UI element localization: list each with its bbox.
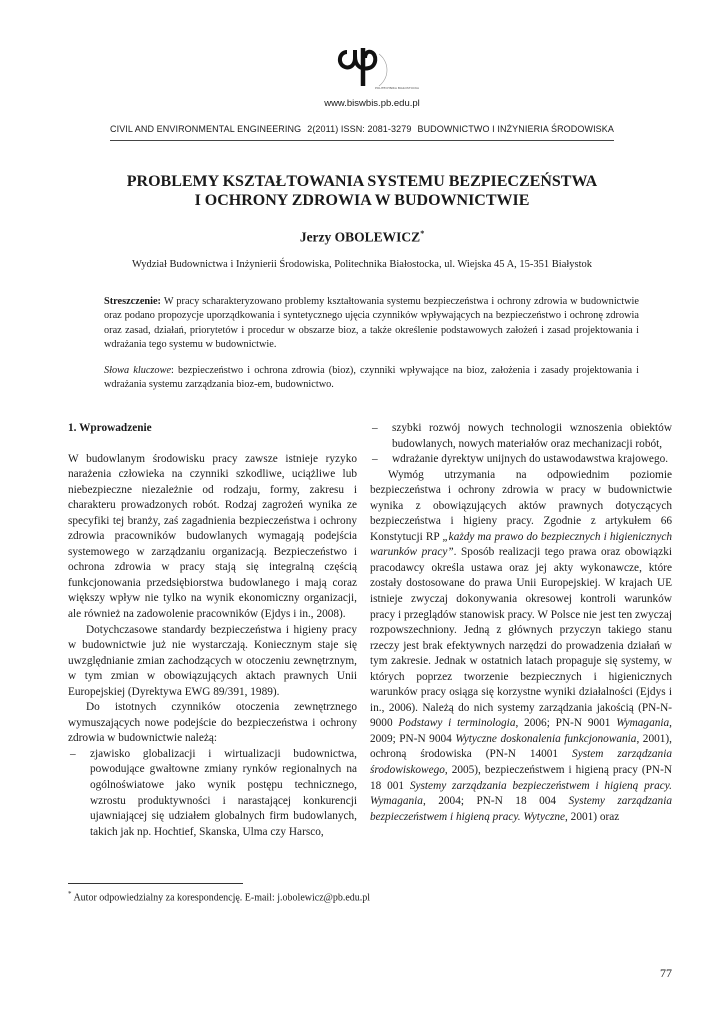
- keywords-text: : bezpieczeństwo i ochrona zdrowia (bioz), czynniki wpływające na bioz, założenia i zasady projektowania i wdrażania systemu zarządzania bioz-em, budownictwo.: [104, 365, 639, 391]
- list-item: – wdrażanie dyrektyw unijnych do ustawodawstwa krajowego.: [370, 452, 672, 468]
- keywords: [104, 364, 639, 393]
- keywords-label: Słowa kluczowe: [104, 365, 172, 376]
- abstract-text: W pracy scharakteryzowano problemy kształtowania systemu bezpieczeństwa i ochrony zdrowia w budownictwie oraz podano propozycje uporządkowania i syntetycznego ujęcia czynników wpływających na bezpieczeństwo i ochronę zdrowia oraz zasad, działań, priorytetów i procedur w obszarze bioz, a także określenie podstawowych założeń i zasad projektowania i wdrażania tego systemu w budownictwie.: [104, 296, 639, 351]
- title-line-2: I OCHRONY ZDROWIA W BUDOWNICTWIE: [194, 192, 530, 209]
- paragraph-3: Do istotnych czynników otoczenia zewnętrznego wymuszających nowe podejście do bezpieczeństwa i ochrony zdrowia w budownictwie należą:: [68, 701, 357, 745]
- factors-list-continued: [370, 421, 672, 468]
- footnote-mark: *: [68, 890, 72, 898]
- footnote: [68, 890, 370, 903]
- author-name: Jerzy OBOLEWICZ: [299, 229, 421, 245]
- logo-text: POLITECHNIKA BIAŁOSTOCKA: [375, 86, 420, 90]
- journal-header-bar: [110, 124, 614, 141]
- journal-title-en: CIVIL AND ENVIRONMENTAL ENGINEERING: [110, 124, 302, 134]
- right-column: [370, 421, 672, 825]
- author: [0, 229, 724, 246]
- journal-url[interactable]: www.biswbis.pb.edu.pl: [324, 98, 420, 109]
- left-column: [68, 421, 357, 840]
- journal-issue-issn: 2(2011) ISSN: 2081-3279: [307, 124, 412, 134]
- section-heading: 1. Wprowadzenie: [68, 422, 152, 434]
- title-line-1: PROBLEMY KSZTAŁTOWANIA SYSTEMU BEZPIECZEŃSTWA: [126, 173, 598, 190]
- paragraph-4: Wymóg utrzymania na odpowiednim poziomie bezpieczeństwa i ochrony zdrowia w pracy w budownictwie wynika z obowiązujących aktów prawnych dotyczących bezpieczeństwa i higieny pracy. Zgodnie z artykułem 66 Konstytucji RP „każdy ma prawo do bezpiecznych i higienicznych warunków pracy”. Sposób realizacji tego prawa oraz obowiązki pracodawcy określa ustawa oraz jej akty wykonawcze, które zostały dostosowane do prawa Unii Europejskiej. W krajach UE istnieje zwyczaj dokonywania okresowej kontroli warunków pracy i przeglądów stanowisk pracy. W Polsce nie jest ten zwyczaj rozpowszechniony. Jedną z głównych przyczyn takiego stanu rzeczy jest brak efektywnych narzędzi do prowadzenia działań w tym zakresie. Jednak w ostatnich latach propaguje się systemy, w których poprzez tworzenie bezpiecznych i higienicznych warunków pracy osiąga się korzystne wyniki działalności (Ejdys i in., 2006). Należą do nich systemy zarządzania jakością (PN-N-9000 Podstawy i terminologia, 2006; PN-N 9001 Wymagania, 2009; PN-N 9004 Wytyczne doskonalenia funkcjonowania, 2001), ochroną środowiska (PN-N 14001 System zarządzania środowiskowego, 2005), bezpieczeństwem i higieną pracy (PN-N 18 001 Systemy zarządzania bezpieczeństwem i higieną pracy. Wymagania, 2004; PN-N 18 004 Systemy zarządzania bezpieczeństwem i higieną pracy. Wytyczne, 2001) oraz: [370, 468, 673, 823]
- footnote-text: Autor odpowiedzialny za korespondencję. E-mail: j.obolewicz@pb.edu.pl: [71, 892, 371, 904]
- journal-title-pl: BUDOWNICTWO I INŻYNIERIA ŚRODOWISKA: [417, 124, 614, 134]
- list-item: – szybki rozwój nowych technologii wznoszenia obiektów budowlanych, nowych materiałów oraz mechanizacji robót,: [370, 421, 672, 452]
- factors-list: [68, 747, 357, 840]
- university-logo: [325, 42, 420, 92]
- abstract-label: Streszczenie:: [104, 296, 161, 307]
- author-footnote-mark: *: [420, 229, 425, 238]
- affiliation: Wydział Budownictwa i Inżynierii Środowiska, Politechnika Białostocka, ul. Wiejska 45 A, 15-351 Białystok: [131, 259, 593, 270]
- paper-title: [60, 172, 664, 210]
- list-item: – zjawisko globalizacji i wirtualizacji budownictwa, powodujące gwałtowne zmiany rynków regionalnych na ogólnoświatowe jako wynik postępu technicznego, wzrostu produktywności i narastającej konkurencji ujawniającej się udziałem globalnych firm budowlanych, takich jak np. Hochtief, Skanska, Ulma czy Harsco,: [68, 747, 357, 840]
- footnote-divider: [68, 883, 243, 884]
- paragraph-1: W budowlanym środowisku pracy zawsze istnieje ryzyko narażenia człowieka na czynniki szkodliwe, uciążliwe lub niebezpieczne niezależnie od rodzaju, formy, zakresu i charakteru prowadzonych robót. Rodzaj zagrożeń wynika ze specyfiki tej branży, zaś zagadnienia bezpieczeństwa i ochrony zdrowia pracowników budowlanych wymagają podejścia systemowego w zarządzaniu organizacją. Bezpieczeństwo i ochrona zdrowia w pracy stają się integralną częścią funkcjonowania przedsiębiorstwa budowlanego i mają coraz większy wpływ nie tylko na wynik ekonomiczny organizacji, ale również na zadowolenie pracowników (Ejdys i in., 2008).: [68, 452, 357, 621]
- paragraph-2: Dotychczasowe standardy bezpieczeństwa i higieny pracy w budownictwie już nie wystarczają. Koniecznym staje się uwzględnianie zmian zachodzących w otoczeniu zewnętrznym, w tym zmian w obowiązujących aktach prawnych Unii Europejskiej (Dyrektywa EWG 89/391, 1989).: [68, 623, 357, 698]
- abstract: [104, 295, 639, 353]
- page-number: 77: [660, 966, 672, 980]
